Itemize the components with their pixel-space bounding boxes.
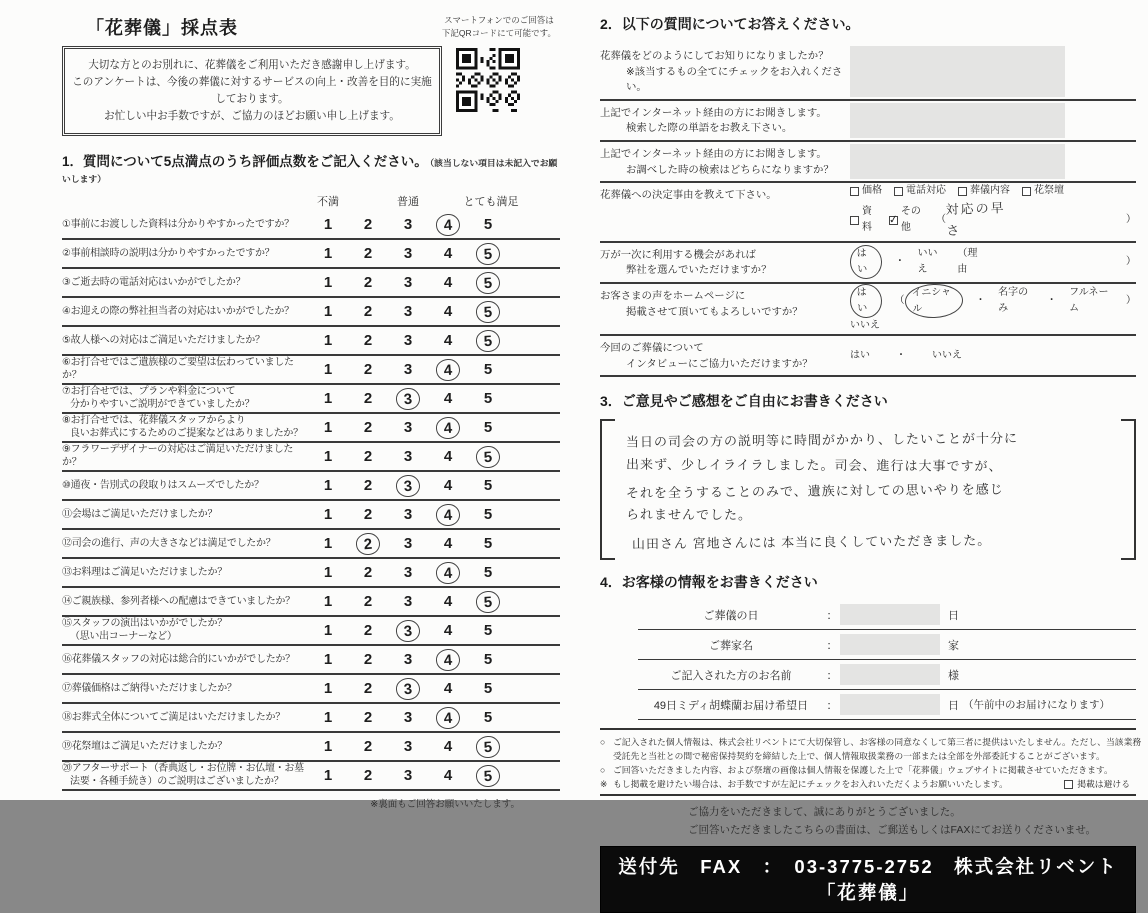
initial-option-circled[interactable]: イニシャル	[904, 283, 964, 319]
rating-point-3[interactable]: 3	[403, 419, 413, 437]
rating-points	[308, 562, 508, 584]
question-label: ⑱お葬式全体についてご満足はいただけましたか？	[62, 711, 285, 723]
back-note: ※裏面もご回答お願いいたします。	[370, 799, 520, 811]
scale-label-high: とても満足	[463, 196, 519, 209]
no-option[interactable]: いいえ	[917, 248, 938, 276]
question-label: 今回のご葬儀について インタビューにご協力いただけますか？	[600, 343, 813, 370]
question-label: ⑯花葬儀スタッフの対応は総合的にいかがでしたか？	[62, 653, 295, 665]
info-redacted-box[interactable]	[840, 664, 940, 685]
rating-point-5[interactable]: 5	[483, 390, 493, 408]
rating-points	[308, 678, 508, 700]
rating-point-1[interactable]: 1	[323, 332, 333, 350]
checkbox-icon[interactable]	[958, 187, 967, 196]
checkbox-icon[interactable]	[850, 216, 859, 225]
rating-points	[308, 214, 508, 236]
rating-point-3[interactable]: 3	[403, 216, 413, 234]
info-unit: 様	[948, 669, 959, 682]
rating-point-2[interactable]: 2	[363, 564, 373, 582]
info-redacted-box[interactable]	[840, 694, 940, 715]
checkbox-label: その他	[900, 206, 921, 234]
rating-points	[308, 649, 508, 671]
rating-point-1[interactable]: 1	[323, 419, 333, 437]
rating-point-3[interactable]: 3	[403, 506, 413, 524]
answer-area: はい ・ いいえ	[850, 336, 1136, 375]
rating-point-1[interactable]: 1	[323, 245, 333, 263]
rating-points	[308, 504, 508, 526]
rating-point-5[interactable]: 5	[483, 506, 493, 524]
rating-points	[308, 765, 508, 787]
info-colon: ：	[826, 639, 838, 652]
rating-point-5[interactable]: 5	[483, 564, 493, 582]
rating-point-1[interactable]: 1	[323, 477, 333, 495]
reuse-row	[600, 243, 1136, 284]
info-redacted-box[interactable]	[840, 604, 940, 625]
rating-point-5[interactable]: 5	[483, 535, 493, 553]
rating-point-2[interactable]: 2	[363, 622, 373, 640]
info-row	[638, 600, 1136, 630]
scale-label-mid: 普通	[397, 196, 419, 209]
rating-point-3[interactable]: 3	[403, 709, 413, 727]
rating-point-3[interactable]: 3	[403, 593, 413, 611]
question-row	[62, 356, 560, 385]
info-row	[638, 690, 1136, 720]
rating-point-5[interactable]: 5	[483, 477, 493, 495]
question-label: 上記でインターネット経由の方にお聞きします。 お調べした時の検索はどちらになりますか？	[600, 149, 834, 176]
answer-area: はい （ イニシャル ・ 名字のみ ・ フルネーム ） いいえ	[850, 284, 1136, 334]
section1-title-note: （該当しない項目は未記入でお願いします）	[62, 158, 558, 185]
rating-point-3-selected[interactable]: 3	[388, 620, 428, 642]
rating-point-1[interactable]: 1	[323, 738, 333, 756]
rating-point-3[interactable]: 3	[403, 448, 413, 466]
info-unit: 家	[948, 639, 959, 652]
question-row	[62, 733, 560, 762]
rating-table	[62, 193, 560, 791]
scale-header	[62, 193, 560, 211]
privacy-line	[600, 735, 1142, 749]
question-label: ⑦お打合せでは、プランや料金について 分かりやすいご説明ができていましたか？	[62, 386, 255, 410]
rating-points	[308, 620, 508, 642]
rating-point-2[interactable]: 2	[363, 332, 373, 350]
section1-title	[62, 150, 560, 185]
checkbox-option[interactable]	[889, 204, 924, 236]
answer-area	[850, 101, 1136, 140]
rating-point-4[interactable]: 4	[443, 477, 453, 495]
search-engine-row	[600, 142, 1136, 183]
checkbox-option[interactable]	[850, 183, 882, 199]
rating-point-4[interactable]: 4	[443, 535, 453, 553]
rating-point-1[interactable]: 1	[323, 767, 333, 785]
yes-option-circled[interactable]: はい	[849, 245, 882, 280]
rating-point-2[interactable]: 2	[363, 709, 373, 727]
rating-points	[308, 736, 508, 758]
rating-points	[308, 388, 508, 410]
rating-point-5-selected[interactable]: 5	[468, 736, 508, 758]
section4-title: 4．お客様の情報をお書きください	[600, 574, 818, 591]
checkbox-option[interactable]	[850, 204, 877, 236]
fullname-option[interactable]: フルネーム	[1069, 287, 1109, 315]
checkbox-label: 電話対応	[906, 185, 946, 197]
privacy-marker: ※	[600, 779, 608, 790]
no-option[interactable]: いいえ	[932, 349, 962, 361]
decision-reason-row	[600, 183, 1136, 243]
rating-point-5[interactable]: 5	[483, 680, 493, 698]
rating-point-3[interactable]: 3	[403, 651, 413, 669]
question-label: ⑫司会の進行、声の大きさなどは満足でしたか？	[62, 537, 276, 549]
reason-label: （理由	[957, 248, 978, 276]
info-colon: ：	[826, 609, 838, 622]
interview-row	[600, 336, 1136, 377]
info-label: ご葬家名	[709, 639, 753, 652]
rating-point-5-selected[interactable]: 5	[468, 301, 508, 323]
how-did-you-know-row	[600, 44, 1136, 101]
section1-title-text: 1．質問について5点満点のうち評価点数をご記入ください。	[62, 154, 428, 170]
rating-point-4[interactable]: 4	[443, 332, 453, 350]
rating-point-4[interactable]: 4	[443, 680, 453, 698]
rating-point-1[interactable]: 1	[323, 709, 333, 727]
privacy-line	[600, 763, 1136, 777]
privacy-text: もし掲載を避けたい場合は、お手数ですが左記にチェックをお入れいただくようお願いいたします。	[613, 779, 1008, 790]
info-row	[638, 660, 1136, 690]
rating-point-3-selected[interactable]: 3	[388, 388, 428, 410]
answer-area	[850, 183, 1136, 241]
info-colon: ：	[826, 699, 838, 712]
question-row	[62, 704, 560, 733]
section3-title: 3．ご意見やご感想をご自由にお書きください	[600, 393, 888, 410]
yes-option[interactable]: はい	[850, 349, 870, 361]
intro-line: 大切な方とのお別れに、花葬儀をご利用いただき感謝申し上げます。	[88, 59, 416, 72]
question-row	[62, 298, 560, 327]
rating-point-5-selected[interactable]: 5	[468, 446, 508, 468]
rating-point-5-selected[interactable]: 5	[468, 765, 508, 787]
optout-label: 掲載は避ける	[1077, 779, 1130, 790]
rating-point-1[interactable]: 1	[323, 361, 333, 379]
comment-line: それを全うすることのみで、遺族に対しての思いやりを感じ	[625, 481, 1004, 501]
info-label: ご葬儀の日	[703, 609, 759, 622]
checkbox-icon[interactable]	[850, 187, 859, 196]
rating-point-3[interactable]: 3	[403, 738, 413, 756]
decision-options-row2	[850, 204, 936, 236]
rating-point-1[interactable]: 1	[323, 390, 333, 408]
question-label: ⑤故人様への対応はご満足いただけましたか？	[62, 334, 265, 346]
question-label: ⑬お料理はご満足いただけましたか？	[62, 566, 227, 578]
comment-line: 当日の司会の方の説明等に時間がかかり、したいことが十分に	[625, 430, 1019, 450]
question-label: ⑮スタッフの演出はいかがでしたか？ （思い出コーナーなど）	[62, 618, 227, 642]
checkbox-option[interactable]	[894, 183, 946, 199]
question-label: ①事前にお渡しした資料は分かりやすかったですか？	[62, 218, 294, 230]
rating-point-5-selected[interactable]: 5	[468, 272, 508, 294]
rating-point-4[interactable]: 4	[443, 622, 453, 640]
rating-point-1[interactable]: 1	[323, 303, 333, 321]
question-row	[62, 385, 560, 414]
question-row	[62, 588, 560, 617]
rating-point-4[interactable]: 4	[443, 245, 453, 263]
checkbox-label: 資料	[862, 206, 872, 234]
rating-point-2[interactable]: 2	[363, 245, 373, 263]
comment-line: 山田さん 宮地さんには 本当に良くしていただきました。	[631, 532, 992, 552]
thanks-line: ご協力をいただきまして、誠にありがとうございました。	[688, 806, 961, 819]
rating-point-4[interactable]: 4	[443, 303, 453, 321]
question-label: ③ご逝去時の電話対応はいかがでしたか？	[62, 276, 246, 288]
rating-point-2[interactable]: 2	[363, 593, 373, 611]
question-row	[62, 530, 560, 559]
right-column	[600, 14, 1142, 913]
scale-label-low: 不満	[317, 196, 339, 209]
yes-option-circled[interactable]: はい	[849, 284, 882, 319]
intro-line: このアンケートは、今後の葬儀に対するサービスの向上・改善を目的に実施しております。	[72, 76, 432, 106]
rating-points	[308, 533, 508, 555]
rating-point-3[interactable]: 3	[403, 361, 413, 379]
left-column	[62, 14, 560, 810]
rating-point-5[interactable]: 5	[483, 709, 493, 727]
question-row	[62, 646, 560, 675]
question-label: ⑨フラワーデザイナーの対応はご満足いただけましたか？	[62, 444, 294, 468]
rating-point-4[interactable]: 4	[443, 738, 453, 756]
privacy-marker: ○	[600, 765, 606, 776]
question-label: ⑭ご親族様、参列者様への配慮はできていましたか？	[62, 595, 295, 607]
rating-point-3-selected[interactable]: 3	[388, 475, 428, 497]
question-row	[62, 501, 560, 530]
rating-point-5-selected[interactable]: 5	[468, 243, 508, 265]
rating-points	[308, 272, 508, 294]
rating-points	[308, 330, 508, 352]
redacted-answer-box[interactable]	[850, 144, 1065, 179]
checkbox-label: 価格	[862, 185, 882, 197]
rating-point-5-selected[interactable]: 5	[468, 591, 508, 613]
page-title: 「花葬儀」採点表	[86, 18, 238, 38]
rating-point-2[interactable]: 2	[363, 680, 373, 698]
question-row	[62, 675, 560, 704]
question-row	[62, 762, 560, 791]
privacy-marker: ○	[600, 737, 606, 748]
rating-point-3[interactable]: 3	[403, 767, 413, 785]
question-label: ⑲花祭壇はご満足いただけましたか？	[62, 740, 227, 752]
checkbox-label: 花祭壇	[1034, 185, 1064, 197]
qr-code	[456, 48, 520, 112]
qr-code-svg	[456, 48, 520, 112]
decision-options-row1	[850, 183, 1136, 199]
rating-point-5[interactable]: 5	[483, 361, 493, 379]
rating-points	[308, 417, 508, 439]
checkbox-icon[interactable]	[894, 187, 903, 196]
customer-info-table	[638, 600, 1136, 720]
info-note: （午前中のお届けになります）	[963, 699, 1110, 712]
comment-area[interactable]	[600, 419, 1136, 560]
info-label: 49日ミディ胡蝶蘭お届け希望日	[653, 699, 809, 712]
homepage-voice-row	[600, 284, 1136, 336]
info-label: ご記入された方のお名前	[670, 669, 792, 682]
thanks-line: ご回答いただきましたこちらの書面は、ご郵送もしくはFAXにてお送りくださいませ。	[688, 824, 1097, 837]
rating-point-4-selected[interactable]: 4	[428, 562, 468, 584]
question-label: 花葬儀をどのようにしてお知りになりましたか？ ※該当するもの全てにチェックをお入れください。	[600, 51, 843, 94]
decision-options-row2-line	[850, 199, 1136, 241]
thanks-block	[688, 804, 1136, 840]
separator-dot: ・	[894, 256, 905, 268]
section2-title: 2．以下の質問についてお答えください。	[600, 16, 860, 32]
other-reason-handwritten: 対応の早さ	[945, 200, 1006, 239]
question-label: ⑧お打合せでは、花葬儀スタッフからより 良いお葬式にするためのご提案などはありましたか？	[62, 415, 303, 439]
answer-area	[850, 142, 1136, 181]
rating-point-2[interactable]: 2	[363, 767, 373, 785]
rating-point-2-selected[interactable]: 2	[348, 533, 388, 555]
rating-point-4[interactable]: 4	[443, 448, 453, 466]
rating-points	[308, 243, 508, 265]
question-label: ⑳アフターサポート（香典返し・お位牌・お仏壇・お墓 法要・各種手続き）のご説明はございましたか？	[62, 763, 304, 787]
rating-point-5[interactable]: 5	[483, 216, 493, 234]
rating-point-4[interactable]: 4	[443, 390, 453, 408]
question-label: ②事前相談時の説明は分かりやすかったですか？	[62, 247, 275, 259]
rating-point-3[interactable]: 3	[403, 245, 413, 263]
question-row	[62, 414, 560, 443]
rating-points	[308, 301, 508, 323]
rating-points	[308, 475, 508, 497]
question-label: ⑥お打合せではご遺族様のご要望は伝わっていましたか？	[62, 357, 294, 381]
rating-point-4[interactable]: 4	[443, 593, 453, 611]
rating-point-4[interactable]: 4	[443, 767, 453, 785]
rating-point-2[interactable]: 2	[363, 303, 373, 321]
rating-point-4[interactable]: 4	[443, 274, 453, 292]
qr-note-line: 下記QRコードにて可能です。	[441, 28, 556, 39]
comment-line: 出来ず、少しイライラしました。司会、進行は大事ですが、	[625, 456, 1003, 474]
checkbox-icon[interactable]	[1022, 187, 1031, 196]
info-unit: 日	[948, 699, 959, 712]
question-row	[62, 617, 560, 646]
rating-point-1[interactable]: 1	[323, 274, 333, 292]
rating-point-3[interactable]: 3	[403, 564, 413, 582]
rating-point-4-selected[interactable]: 4	[428, 649, 468, 671]
paren-open: （	[936, 214, 947, 226]
rating-points	[308, 591, 508, 613]
rating-point-2[interactable]: 2	[363, 506, 373, 524]
rating-point-2[interactable]: 2	[363, 390, 373, 408]
checkbox-option[interactable]	[1022, 183, 1064, 199]
paren-close: ）	[1126, 214, 1137, 226]
rating-points	[308, 359, 508, 381]
section2-table	[600, 44, 1136, 377]
rating-table-body	[62, 211, 560, 791]
rating-point-5[interactable]: 5	[483, 651, 493, 669]
rating-point-5[interactable]: 5	[483, 622, 493, 640]
rating-point-4-selected[interactable]: 4	[428, 359, 468, 381]
rating-point-1[interactable]: 1	[323, 593, 333, 611]
fax-bar: 送付先 FAX ： 03-3775-2752 株式会社リベント「花葬儀」	[600, 846, 1136, 913]
rating-point-1[interactable]: 1	[323, 535, 333, 553]
privacy-text: ご回答いただきました内容、および祭壇の画像は個人情報を保護した上で「花葬儀」ウェブサイトに掲載させていただきます。	[613, 765, 1113, 776]
rating-point-3-selected[interactable]: 3	[388, 678, 428, 700]
header	[62, 14, 560, 40]
privacy-notes	[600, 728, 1142, 796]
privacy-text: 受託先と当社との間で秘密保持契約を締結した上で、個人情報取扱業務の一部または全部を外部委託することがございます。	[613, 751, 1105, 762]
rating-point-1[interactable]: 1	[323, 680, 333, 698]
rating-point-1[interactable]: 1	[323, 448, 333, 466]
rating-point-1[interactable]: 1	[323, 216, 333, 234]
question-row	[62, 472, 560, 501]
question-row	[62, 269, 560, 298]
info-unit: 日	[948, 609, 959, 622]
checkbox-label: 葬儀内容	[970, 185, 1010, 197]
answer-area	[850, 44, 1136, 99]
surname-option[interactable]: 名字のみ	[998, 287, 1029, 315]
rating-point-2[interactable]: 2	[363, 448, 373, 466]
question-label: 花葬儀への決定事由を教えて下さい。	[600, 190, 777, 202]
question-label: ④お迎えの際の弊社担当者の対応はいかがでしたか？	[62, 305, 294, 317]
privacy-line	[600, 777, 1136, 791]
question-label: お客さまの声をホームページに 掲載させて頂いてもよろしいですか？	[600, 291, 803, 318]
rating-point-3[interactable]: 3	[403, 535, 413, 553]
rating-point-2[interactable]: 2	[363, 216, 373, 234]
redacted-answer-box[interactable]	[850, 103, 1065, 138]
rating-point-1[interactable]: 1	[323, 622, 333, 640]
rating-points	[308, 707, 508, 729]
intro-line: お忙しい中お手数ですが、ご協力のほどお願い申し上げます。	[104, 110, 400, 123]
comment-line: られませんでした。	[625, 507, 753, 523]
reason-close: ）	[1125, 256, 1136, 268]
question-row	[62, 443, 560, 472]
intro-section	[62, 46, 560, 136]
rating-point-4-selected[interactable]: 4	[428, 214, 468, 236]
checkbox-option[interactable]	[958, 183, 1010, 199]
rating-point-5[interactable]: 5	[483, 419, 493, 437]
question-label: ⑪会場はご満足いただけましたか？	[62, 508, 218, 520]
rating-point-4-selected[interactable]: 4	[428, 707, 468, 729]
rating-point-2[interactable]: 2	[363, 738, 373, 756]
privacy-text: ご記入された個人情報は、株式会社リベントにて大切保管し、お客様の同意なくして第三者に提供はいたしません。ただし、当該業務	[613, 737, 1142, 748]
redacted-answer-box[interactable]	[850, 46, 1065, 97]
rating-point-1[interactable]: 1	[323, 506, 333, 524]
answer-area	[850, 243, 1136, 282]
info-colon: ：	[826, 669, 838, 682]
info-redacted-box[interactable]	[840, 634, 940, 655]
rating-point-2[interactable]: 2	[363, 651, 373, 669]
question-label: ⑩通夜・告別式の段取りはスムーズでしたか？	[62, 479, 264, 491]
rating-point-3[interactable]: 3	[403, 303, 413, 321]
optout-option[interactable]	[1064, 777, 1136, 791]
rating-point-2[interactable]: 2	[363, 419, 373, 437]
rating-point-3[interactable]: 3	[403, 332, 413, 350]
rating-point-5-selected[interactable]: 5	[468, 330, 508, 352]
question-label: ⑰葬儀価格はご納得いただけましたか？	[62, 682, 237, 694]
rating-point-1[interactable]: 1	[323, 651, 333, 669]
rating-point-2[interactable]: 2	[363, 274, 373, 292]
question-row	[62, 211, 560, 240]
privacy-line	[600, 749, 1136, 763]
question-row	[62, 559, 560, 588]
rating-point-1[interactable]: 1	[323, 564, 333, 582]
no-option[interactable]: いいえ	[850, 320, 880, 332]
qr-note-line: スマートフォンでのご回答は	[444, 15, 554, 25]
search-words-row	[600, 101, 1136, 142]
checked-checkbox-icon[interactable]	[889, 216, 898, 225]
question-label: 万が一次に利用する機会があれば 弊社を選んでいただけますか？	[600, 249, 772, 277]
question-row	[62, 327, 560, 356]
question-label: 上記でインターネット経由の方にお聞きします。 検索した際の単語をお教え下さい。	[600, 107, 827, 135]
rating-point-2[interactable]: 2	[363, 361, 373, 379]
question-row	[62, 240, 560, 269]
rating-points	[308, 446, 508, 468]
qr-note	[442, 14, 556, 40]
rating-point-4-selected[interactable]: 4	[428, 417, 468, 439]
rating-point-2[interactable]: 2	[363, 477, 373, 495]
optout-checkbox-icon[interactable]	[1064, 780, 1073, 789]
rating-point-4-selected[interactable]: 4	[428, 504, 468, 526]
intro-box	[62, 46, 442, 136]
rating-point-3[interactable]: 3	[403, 274, 413, 292]
info-row	[638, 630, 1136, 660]
